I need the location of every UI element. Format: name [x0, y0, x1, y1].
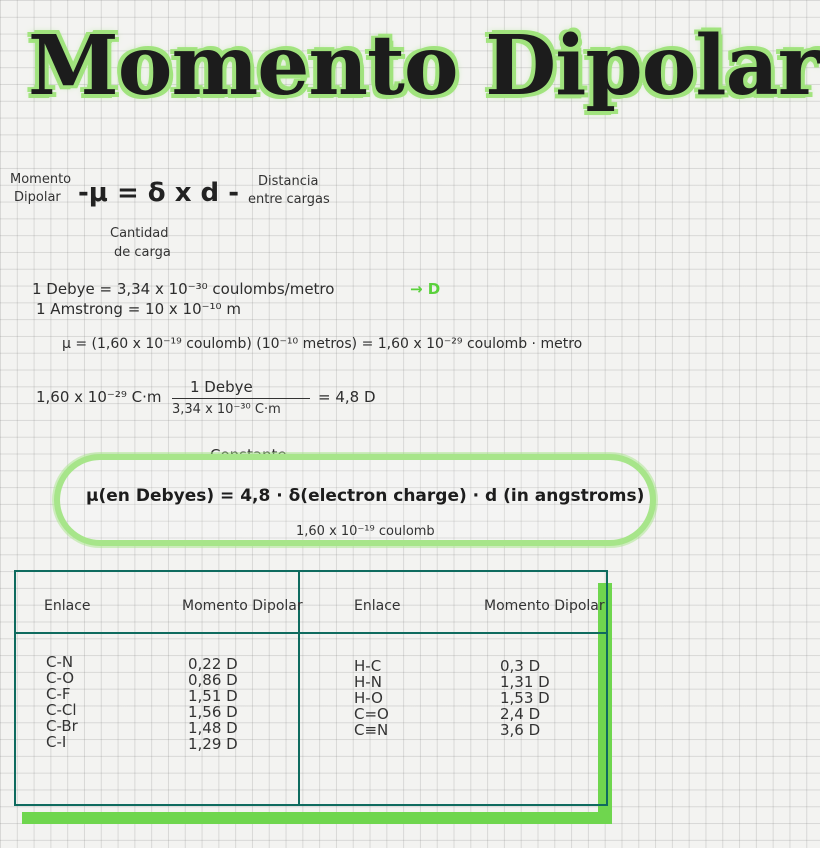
- header-enlace-1: Enlace: [44, 598, 91, 614]
- table-row: [354, 658, 389, 738]
- value-cell: 1,56 D: [188, 703, 238, 721]
- constante-label: Constante: [210, 446, 287, 464]
- value-cell: 2,4 D: [500, 705, 541, 723]
- amstrong-line: 1 Amstrong = 10 x 10⁻¹⁰ m: [36, 300, 241, 318]
- entre-cargas-label: entre cargas: [248, 192, 330, 207]
- dipolar-label: Dipolar: [14, 190, 61, 205]
- bond-cell: C=O: [354, 705, 389, 723]
- value-cell: 1,31 D: [500, 673, 550, 691]
- table-accent-bottom: [22, 812, 612, 824]
- calc-left: 1,60 x 10⁻²⁹ C·m: [36, 388, 162, 406]
- dipole-equation: -μ = δ x d -: [78, 178, 240, 208]
- bond-cell: H-N: [354, 673, 382, 691]
- momento-label: Momento: [10, 172, 72, 187]
- distancia-label: Distancia: [258, 174, 319, 189]
- de-carga-label: de carga: [114, 245, 171, 260]
- header-divider: [16, 632, 606, 634]
- bond-cell: C-N: [46, 653, 74, 671]
- value-cell: 1,29 D: [188, 735, 238, 753]
- table-row: [188, 656, 238, 752]
- header-momento-2: Momento Dipolar: [484, 598, 605, 614]
- header-momento-1: Momento Dipolar: [182, 598, 303, 614]
- page-title: Momento Dipolar: [28, 18, 820, 114]
- value-cell: 1,48 D: [188, 719, 238, 737]
- bond-cell: C-I: [46, 733, 67, 751]
- debye-formula: μ(en Debyes) = 4,8 · δ(electron charge) · d (in angstroms): [86, 486, 645, 506]
- value-cell: 1,53 D: [500, 689, 550, 707]
- table-row: [46, 654, 78, 750]
- bond-cell: C-Cl: [46, 701, 77, 719]
- calc-result: = 4,8 D: [318, 388, 376, 406]
- table-row: [500, 658, 550, 738]
- value-cell: 0,3 D: [500, 657, 541, 675]
- calc-denominator: 3,34 x 10⁻³⁰ C·m: [172, 402, 281, 417]
- bond-cell: C-O: [46, 669, 75, 687]
- bond-cell: C-F: [46, 685, 71, 703]
- formula-note: 1,60 x 10⁻¹⁹ coulomb: [296, 524, 435, 539]
- dipole-table: [14, 570, 608, 806]
- bond-cell: C≡N: [354, 721, 389, 739]
- mu-line: μ = (1,60 x 10⁻¹⁹ coulomb) (10⁻¹⁰ metros) = 1,60 x 10⁻²⁹ coulomb · metro: [62, 336, 583, 352]
- value-cell: 3,6 D: [500, 721, 541, 739]
- fraction-bar: [172, 398, 310, 399]
- value-cell: 1,51 D: [188, 687, 238, 705]
- value-cell: 0,22 D: [188, 655, 238, 673]
- bond-cell: H-O: [354, 689, 383, 707]
- bond-cell: H-C: [354, 657, 382, 675]
- bond-cell: C-Br: [46, 717, 78, 735]
- cantidad-label: Cantidad: [110, 226, 169, 241]
- header-enlace-2: Enlace: [354, 598, 401, 614]
- debye-arrow: → D: [410, 280, 441, 298]
- calc-numerator: 1 Debye: [190, 378, 253, 396]
- value-cell: 0,86 D: [188, 671, 238, 689]
- debye-line: 1 Debye = 3,34 x 10⁻³⁰ coulombs/metro: [32, 280, 335, 298]
